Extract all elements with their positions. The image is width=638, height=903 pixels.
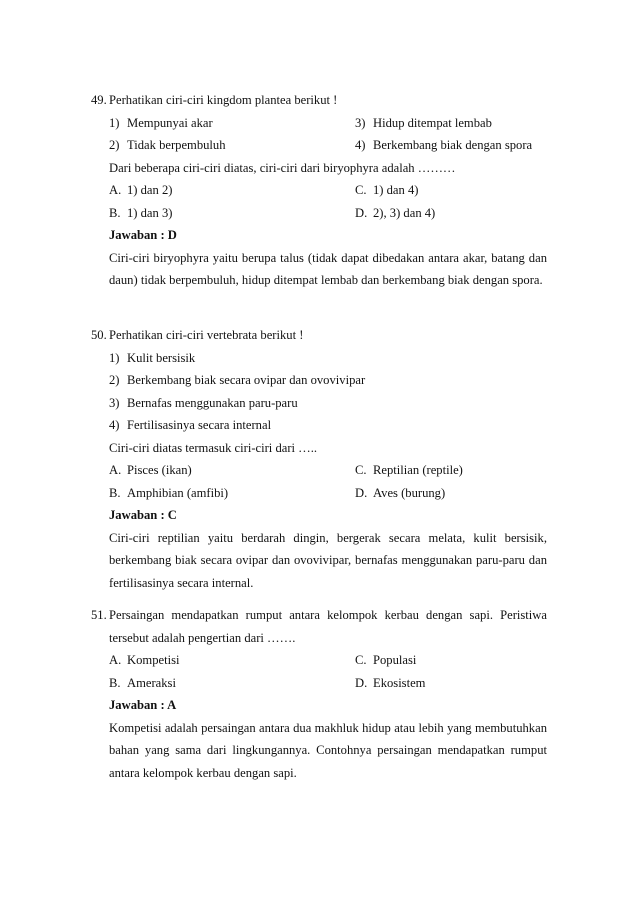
option-text: Amphibian (amfibi) — [127, 485, 229, 500]
item-2 — [109, 134, 226, 157]
question-stem: Perhatikan ciri-ciri kingdom plantea berikut ! — [109, 93, 338, 107]
item-text: Hidup ditempat lembab — [373, 115, 492, 130]
answer-explanation: Ciri-ciri biryophyra yaitu berupa talus (tidak dapat dibedakan antara akar, batang dan daun) tidak berpembuluh, hidup ditempat lembab dan berkembang biak dengan spora. — [109, 250, 547, 287]
question-prompt: Ciri-ciri diatas termasuk ciri-ciri dari ….. — [109, 440, 318, 455]
question-stem: Perhatikan ciri-ciri vertebrata berikut ! — [109, 328, 304, 342]
item-text: Kulit bersisik — [127, 350, 196, 365]
option-label: C. — [355, 183, 367, 197]
option-text: Ekosistem — [373, 675, 426, 690]
answer-explanation: Kompetisi adalah persaingan antara dua makhluk hidup atau lebih yang membutuhkan bahan yang sama dari lingkungannya. Contohnya persaingan mendapatkan rumput antara kelompok kerbau dengan sapi. — [109, 720, 547, 780]
option-label: D. — [355, 675, 368, 690]
option-b — [109, 482, 228, 505]
item-label: 3) — [355, 115, 366, 130]
option-c — [355, 179, 418, 202]
item-text: Berkembang biak dengan spora — [373, 138, 533, 152]
option-a — [109, 649, 179, 672]
item-1 — [109, 347, 195, 370]
option-a — [109, 459, 192, 482]
option-text: Kompetisi — [127, 653, 180, 667]
option-label: D. — [355, 205, 368, 220]
question-number: 51. — [91, 608, 107, 622]
question-49 — [91, 89, 547, 292]
item-label: 1) — [109, 115, 120, 130]
option-c — [355, 459, 463, 482]
item-label: 3) — [109, 395, 120, 410]
option-d — [355, 202, 435, 225]
answer-key: Jawaban : A — [109, 698, 177, 712]
answer-key: Jawaban : D — [109, 228, 177, 242]
option-d — [355, 482, 445, 505]
option-b — [109, 202, 172, 225]
question-prompt: Dari beberapa ciri-ciri diatas, ciri-ciri dari biryophyra adalah ……… — [109, 160, 456, 175]
option-label: D. — [355, 485, 368, 500]
option-text: Ameraksi — [127, 675, 176, 690]
option-text: Pisces (ikan) — [127, 463, 192, 477]
option-d — [355, 672, 425, 695]
item-1 — [109, 112, 213, 135]
item-text: Bernafas menggunakan paru-paru — [127, 395, 298, 410]
option-label: C. — [355, 653, 367, 667]
item-3 — [355, 112, 492, 135]
item-label: 2) — [109, 138, 120, 152]
option-label: B. — [109, 485, 121, 500]
option-label: C. — [355, 463, 367, 477]
question-50 — [91, 324, 547, 594]
answer-key: Jawaban : C — [109, 508, 177, 522]
item-4 — [355, 134, 532, 157]
item-text: Tidak berpembuluh — [127, 138, 226, 152]
option-text: Aves (burung) — [373, 485, 446, 500]
option-text: Populasi — [373, 653, 417, 667]
option-text: 1) dan 4) — [373, 183, 419, 197]
item-3 — [109, 392, 298, 415]
answer-explanation: Ciri-ciri reptilian yaitu berdarah dingin, bergerak secara melata, kulit bersisik, berkembang biak secara ovipar dan ovovivipar, bernafas menggunakan paru-paru dan fertilisasinya secara internal. — [109, 530, 547, 590]
item-text: Berkembang biak secara ovipar dan ovovivipar — [127, 373, 366, 387]
option-label: B. — [109, 675, 121, 690]
option-label: A. — [109, 653, 122, 667]
option-c — [355, 649, 416, 672]
option-text: 1) dan 2) — [127, 183, 173, 197]
item-2 — [109, 369, 365, 392]
item-label: 1) — [109, 350, 120, 365]
question-number: 50. — [91, 328, 107, 342]
option-label: A. — [109, 463, 122, 477]
option-a — [109, 179, 172, 202]
option-label: A. — [109, 183, 122, 197]
option-text: 2), 3) dan 4) — [373, 205, 436, 220]
item-4 — [109, 414, 271, 437]
option-label: B. — [109, 205, 121, 220]
item-label: 4) — [355, 138, 366, 152]
item-text: Fertilisasinya secara internal — [127, 418, 272, 432]
item-text: Mempunyai akar — [127, 115, 213, 130]
item-label: 4) — [109, 418, 120, 432]
question-51 — [91, 604, 547, 784]
option-text: Reptilian (reptile) — [373, 463, 463, 477]
option-b — [109, 672, 176, 695]
question-stem: Persaingan mendapatkan rumput antara kelompok kerbau dengan sapi. Peristiwa tersebut adalah pengertian dari ……. — [109, 608, 547, 645]
item-label: 2) — [109, 373, 120, 387]
question-number: 49. — [91, 93, 107, 107]
option-text: 1) dan 3) — [127, 205, 173, 220]
